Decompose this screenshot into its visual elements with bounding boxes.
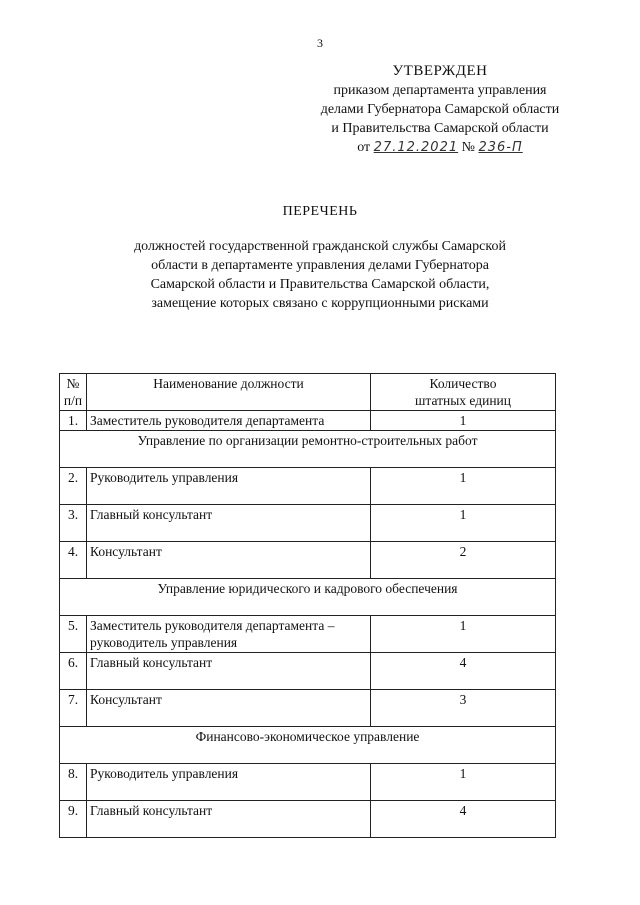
table-row <box>60 801 556 838</box>
staff-count: 1 <box>371 411 556 431</box>
handwritten-date: 27.12.2021 <box>373 140 459 155</box>
header-qty: Количество штатных единиц <box>371 374 556 411</box>
positions-table <box>59 373 556 838</box>
table-section-row <box>60 431 556 468</box>
section-title: Управление по организации ремонтно-строительных работ <box>60 431 556 468</box>
subtitle-line-3: Самарской области и Правительства Самарской области, <box>150 277 490 292</box>
staff-count: 1 <box>371 468 556 505</box>
table-row <box>60 542 556 579</box>
section-title: Управление юридического и кадрового обеспечения <box>60 579 556 616</box>
subtitle-line-4: замещение которых связано с коррупционными рисками <box>151 296 489 311</box>
table-row <box>60 505 556 542</box>
header-name: Наименование должности <box>87 374 371 411</box>
staff-count: 3 <box>371 690 556 727</box>
row-number: 6. <box>60 653 87 690</box>
staff-count: 2 <box>371 542 556 579</box>
position-name: Главный консультант <box>87 505 371 542</box>
table-row <box>60 616 556 653</box>
staff-count: 1 <box>371 505 556 542</box>
approval-line-2: делами Губернатора Самарской области <box>320 102 560 117</box>
position-name: Консультант <box>87 690 371 727</box>
row-number: 9. <box>60 801 87 838</box>
row-number: 4. <box>60 542 87 579</box>
row-number: 1. <box>60 411 87 431</box>
staff-count: 1 <box>371 764 556 801</box>
section-title: Финансово-экономическое управление <box>60 727 556 764</box>
position-name: Руководитель управления <box>87 764 371 801</box>
approved-heading: УТВЕРЖДЕН <box>392 63 488 79</box>
subtitle-line-1: должностей государственной гражданской службы Самарской <box>134 239 506 254</box>
page-number: 3 <box>317 36 323 50</box>
table-row <box>60 653 556 690</box>
table-row <box>60 690 556 727</box>
position-name: Консультант <box>87 542 371 579</box>
row-number: 3. <box>60 505 87 542</box>
row-number: 8. <box>60 764 87 801</box>
staff-count: 4 <box>371 801 556 838</box>
row-number: 5. <box>60 616 87 653</box>
approval-date-line <box>290 138 590 157</box>
date-prefix: от <box>357 140 371 155</box>
position-name: Руководитель управления <box>87 468 371 505</box>
document-title: ПЕРЕЧЕНЬ <box>282 204 358 219</box>
position-name: Главный консультант <box>87 653 371 690</box>
subtitle-line-2: области в департаменте управления делами Губернатора <box>151 258 489 273</box>
approval-line-3: и Правительства Самарской области <box>331 121 549 136</box>
table-header-row <box>60 374 556 411</box>
position-name: Заместитель руководителя департамента <box>87 411 371 431</box>
table-row <box>60 764 556 801</box>
number-sign: № <box>461 140 475 155</box>
table-row <box>60 411 556 431</box>
position-name: Главный консультант <box>87 801 371 838</box>
position-name: Заместитель руководителя департамента – руководитель управления <box>87 616 371 653</box>
table-section-row <box>60 579 556 616</box>
row-number: 7. <box>60 690 87 727</box>
table-section-row <box>60 727 556 764</box>
header-num: № п/п <box>60 374 87 411</box>
handwritten-number: 236-П <box>478 140 523 155</box>
staff-count: 1 <box>371 616 556 653</box>
document-subtitle <box>90 237 550 313</box>
staff-count: 4 <box>371 653 556 690</box>
approval-line-1: приказом департамента управления <box>333 83 547 98</box>
approval-block <box>290 62 590 157</box>
row-number: 2. <box>60 468 87 505</box>
table-row <box>60 468 556 505</box>
